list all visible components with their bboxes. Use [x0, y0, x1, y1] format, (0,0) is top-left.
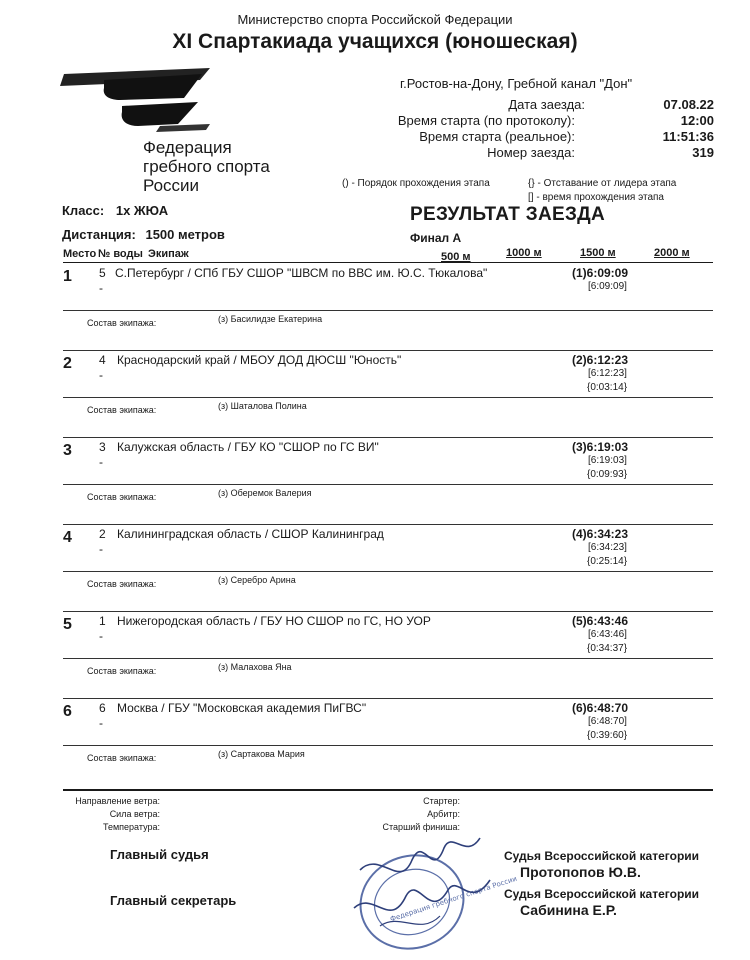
row-divider	[63, 571, 713, 572]
stamp-icon	[340, 830, 518, 955]
row-divider	[63, 524, 713, 525]
result-lane: 1	[99, 614, 106, 628]
judge-category-2: Судья Всероссийской категории	[504, 887, 700, 901]
row-divider	[63, 484, 713, 485]
federation-line2: гребного спорта	[143, 157, 270, 176]
result-time: (2)6:12:23	[572, 353, 629, 367]
class-label: Класс:	[62, 203, 105, 218]
result-stage-time: [6:19:03]	[588, 455, 627, 466]
col-2000m: 2000 м	[654, 247, 690, 259]
col-500m: 500 м	[441, 251, 471, 263]
crew-label: Состав экипажа:	[87, 579, 157, 589]
crew-name: (з) Малахова Яна	[218, 662, 292, 672]
result-time: (4)6:34:23	[572, 527, 629, 541]
table-end-divider	[63, 789, 713, 791]
row-divider	[63, 350, 713, 351]
col-crew: Экипаж	[148, 248, 189, 260]
col-place: Место	[63, 248, 97, 260]
starter-label: Стартер:	[423, 796, 460, 806]
start-actual-label: Время старта (реальное):	[419, 129, 575, 144]
result-team: Нижегородская область / ГБУ НО СШОР по ГС, НО УОР	[117, 614, 431, 628]
row-divider	[63, 611, 713, 612]
result-time: (6)6:48:70	[572, 701, 629, 715]
federation-name	[143, 138, 270, 195]
result-time: (3)6:19:03	[572, 440, 629, 454]
result-dash: -	[99, 542, 103, 556]
row-divider	[63, 658, 713, 659]
row-divider	[63, 745, 713, 746]
result-team: Калининградская область / СШОР Калининград	[117, 527, 384, 541]
crew-label: Состав экипажа:	[87, 318, 157, 328]
row-divider	[63, 698, 713, 699]
crew-label: Состав экипажа:	[87, 405, 157, 415]
result-gap: {0:39:60}	[587, 730, 628, 741]
federation-logo-icon	[60, 66, 245, 138]
result-dash: -	[99, 455, 103, 469]
crew-name: (з) Сартакова Мария	[218, 749, 305, 759]
crew-name: (з) Шаталова Полина	[218, 401, 307, 411]
distance-label: Дистанция:	[62, 227, 136, 242]
stamp-text: Федерация гребного спорта России	[389, 874, 518, 924]
crew-name: (з) Басилидзе Екатерина	[218, 314, 323, 324]
result-lane: 3	[99, 440, 106, 454]
finish-judge-label: Старший финиша:	[382, 822, 460, 832]
venue: г.Ростов-на-Дону, Гребной канал "Дон"	[400, 76, 633, 91]
race-number-value: 319	[692, 145, 714, 160]
start-protocol-row	[280, 113, 575, 129]
result-lane: 4	[99, 353, 106, 367]
final-label: Финал А	[410, 231, 462, 245]
result-row	[0, 353, 750, 440]
result-team: Калужская область / ГБУ КО "СШОР по ГС ВИ"	[117, 440, 379, 454]
result-team: С.Петербург / СПб ГБУ СШОР "ШВСМ по ВВС им. Ю.С. Тюкалова"	[115, 266, 488, 280]
result-place: 4	[63, 529, 72, 546]
event-title: XI Спартакиада учащихся (юношеская)	[172, 30, 578, 53]
crew-label: Состав экипажа:	[87, 666, 157, 676]
crew-name: (з) Оберемок Валерия	[218, 488, 312, 498]
result-row	[0, 614, 750, 701]
result-time: (1)6:09:09	[572, 266, 629, 280]
federation-line1: Федерация	[143, 138, 232, 157]
chief-judge-label: Главный судья	[110, 847, 209, 862]
result-stage-time: [6:34:23]	[588, 542, 627, 553]
result-stage-time: [6:43:46]	[588, 629, 627, 640]
ministry-title: Министерство спорта Российской Федерации	[237, 12, 513, 27]
start-protocol-value: 12:00	[680, 113, 714, 128]
result-lane: 5	[99, 266, 106, 280]
result-row	[0, 527, 750, 614]
row-divider	[63, 310, 713, 311]
temperature-label: Температура:	[102, 822, 160, 832]
row-divider	[63, 397, 713, 398]
legend-gap: {} - Отставание от лидера этапа	[528, 178, 677, 189]
wind-force-label: Сила ветра:	[109, 809, 160, 819]
distance-info	[62, 227, 225, 242]
result-stage-time: [6:48:70]	[588, 716, 627, 727]
col-1000m: 1000 м	[506, 247, 542, 259]
result-stage-time: [6:09:09]	[588, 281, 627, 292]
row-divider	[63, 437, 713, 438]
distance-value: 1500 метров	[145, 227, 225, 242]
judge-name-2: Сабинина Е.Р.	[520, 902, 617, 918]
result-gap: {0:03:14}	[587, 382, 628, 393]
crew-label: Состав экипажа:	[87, 753, 157, 763]
result-team: Краснодарский край / МБОУ ДОД ДЮСШ "Юность"	[117, 353, 402, 367]
crew-name: (з) Серебро Арина	[218, 575, 296, 585]
crew-label: Состав экипажа:	[87, 492, 157, 502]
results-header	[63, 247, 713, 263]
result-row	[0, 266, 750, 353]
result-place: 2	[63, 355, 72, 372]
result-stage-time: [6:12:23]	[588, 368, 627, 379]
result-gap: {0:34:37}	[587, 643, 628, 654]
result-place: 5	[63, 616, 72, 633]
col-1500m: 1500 м	[580, 247, 616, 259]
date-label: Дата заезда:	[508, 97, 585, 112]
date-row	[290, 97, 585, 113]
start-protocol-label: Время старта (по протоколу):	[397, 113, 575, 128]
chief-secretary-label: Главный секретарь	[110, 893, 237, 908]
result-place: 3	[63, 442, 72, 459]
class-value: 1х ЖЮА	[115, 203, 169, 218]
result-gap: {0:09:93}	[587, 469, 628, 480]
start-actual-row	[280, 129, 575, 145]
result-lane: 6	[99, 701, 106, 715]
result-place: 6	[63, 703, 72, 720]
referee-label: Арбитр:	[427, 809, 460, 819]
result-place: 1	[63, 268, 72, 285]
result-gap: {0:25:14}	[587, 556, 628, 567]
result-team: Москва / ГБУ "Московская академия ПиГВС"	[117, 701, 367, 715]
date-value: 07.08.22	[663, 97, 714, 112]
result-row	[0, 440, 750, 527]
federation-line3: России	[143, 176, 200, 195]
race-number-row	[280, 145, 575, 161]
result-time: (5)6:43:46	[572, 614, 629, 628]
judge-name-1: Протопопов Ю.В.	[520, 864, 641, 880]
result-row	[0, 701, 750, 791]
judge-category-1: Судья Всероссийской категории	[504, 849, 700, 863]
result-dash: -	[99, 629, 103, 643]
class-info	[62, 203, 168, 218]
report-title: РЕЗУЛЬТАТ ЗАЕЗДА	[410, 204, 606, 225]
result-dash: -	[99, 368, 103, 382]
legend-stage-time: [] - время прохождения этапа	[528, 192, 664, 203]
legend-order: () - Порядок прохождения этапа	[342, 178, 490, 189]
wind-direction-label: Направление ветра:	[75, 796, 160, 806]
result-dash: -	[99, 281, 103, 295]
col-lane: № воды	[98, 248, 143, 260]
race-number-label: Номер заезда:	[487, 145, 575, 160]
start-actual-value: 11:51:36	[662, 129, 714, 144]
result-dash: -	[99, 716, 103, 730]
result-lane: 2	[99, 527, 106, 541]
